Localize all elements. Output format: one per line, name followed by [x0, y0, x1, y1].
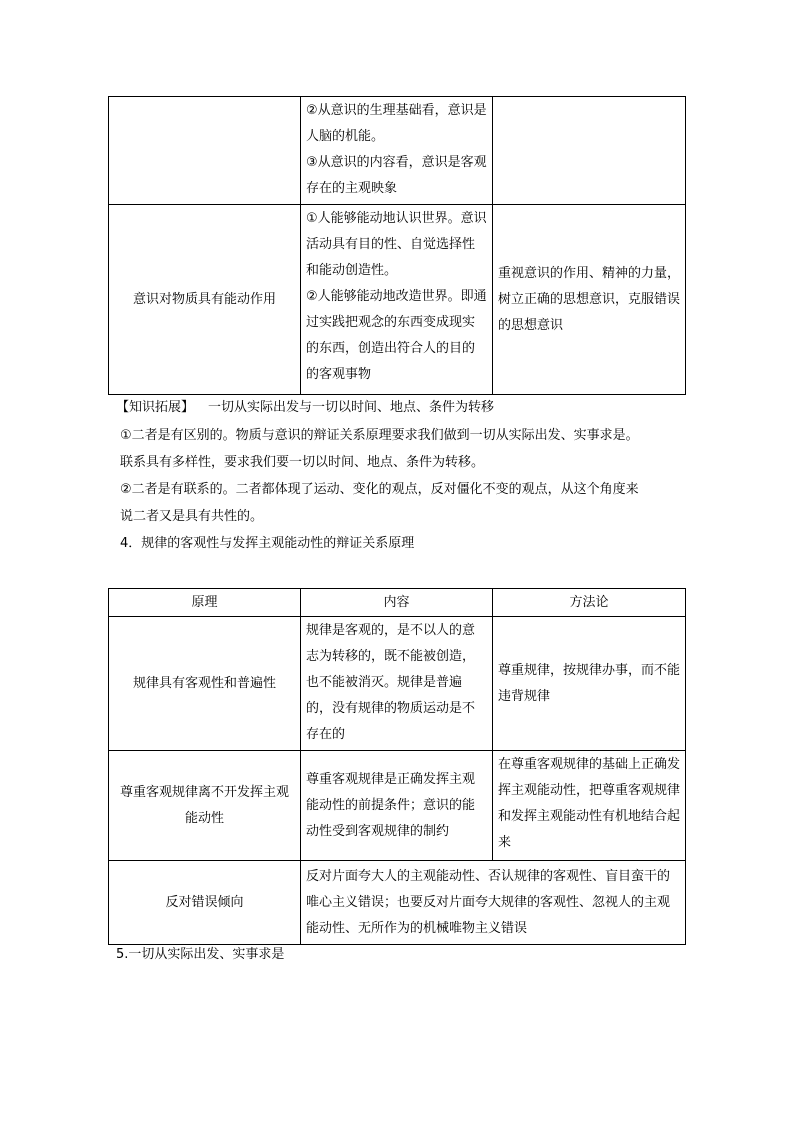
principle-cell: 反对错误倾向 — [109, 861, 301, 945]
section-4-title: 4．规律的客观性与发挥主观能动性的辩证关系原理 — [120, 536, 415, 551]
header-method: 方法论 — [493, 589, 686, 617]
table-row — [109, 861, 686, 945]
table-header-row — [109, 589, 686, 617]
table-row — [109, 751, 686, 861]
principle-cell — [109, 97, 301, 205]
extension-paragraph: ①二者是有区别的。物质与意识的辩证关系原理要求我们做到一切从实际出发、实事求是。 — [120, 428, 639, 443]
extension-paragraph: ②二者是有联系的。二者都体现了运动、变化的观点，反对僵化不变的观点，从这个角度来 — [120, 482, 639, 497]
content-cell: 尊重客观规律是正确发挥主观能动性的前提条件；意识的能动性受到客观规律的制约 — [301, 751, 493, 861]
content-line: ③从意识的内容看，意识是客观存在的主观映象 — [306, 155, 487, 196]
content-cell — [301, 205, 493, 395]
method-cell: 重视意识的作用、精神的力量，树立正确的思想意识，克服错误的思想意识 — [493, 205, 686, 395]
principle-cell: 规律具有客观性和普遍性 — [109, 617, 301, 751]
header-principle: 原理 — [109, 589, 301, 617]
extension-heading-text: 一切从实际出发与一切以时间、地点、条件为转移 — [208, 400, 495, 415]
extension-paragraph: 联系具有多样性，要求我们要一切以时间、地点、条件为转移。 — [120, 455, 485, 470]
content-cell: 反对片面夸大人的主观能动性、否认规律的客观性、盲目蛮干的唯心主义错误；也要反对片面夸大规律的客观性、忽视人的主观能动性、无所作为的机械唯物主义错误 — [301, 861, 686, 945]
content-line: ①人能够能动地认识世界。意识活动具有目的性、自觉选择性和能动创造性。 — [306, 211, 487, 278]
header-content: 内容 — [301, 589, 493, 617]
table-row — [109, 97, 686, 205]
principle-cell: 意识对物质具有能动作用 — [109, 205, 301, 395]
content-cell — [301, 97, 493, 205]
content-cell: 规律是客观的，是不以人的意志为转移的，既不能被创造，也不能被消灭。规律是普遍的，没有规律的物质运动是不存在的 — [301, 617, 493, 751]
extension-heading: 【知识拓展】 — [116, 400, 195, 415]
method-cell: 在尊重客观规律的基础上正确发挥主观能动性，把尊重客观规律和发挥主观能动性有机地结合起来 — [493, 751, 686, 861]
table-row — [109, 617, 686, 751]
method-cell — [493, 97, 686, 205]
table-row — [109, 205, 686, 395]
extension-heading-line — [116, 395, 494, 421]
method-cell: 尊重规律，按规律办事，而不能违背规律 — [493, 617, 686, 751]
content-line: ②从意识的生理基础看，意识是人脑的机能。 — [306, 103, 487, 144]
law-objectivity-table — [108, 588, 686, 945]
extension-paragraph: 说二者又是具有共性的。 — [120, 509, 264, 524]
principle-cell: 尊重客观规律离不开发挥主观能动性 — [109, 751, 301, 861]
section-5-title: 5.一切从实际出发、实事求是 — [116, 947, 285, 962]
content-line: ②人能够能动地改造世界。即通过实践把观念的东西变成现实的东西，创造出符合人的目的的客观事物 — [306, 289, 487, 382]
consciousness-table — [108, 96, 686, 395]
